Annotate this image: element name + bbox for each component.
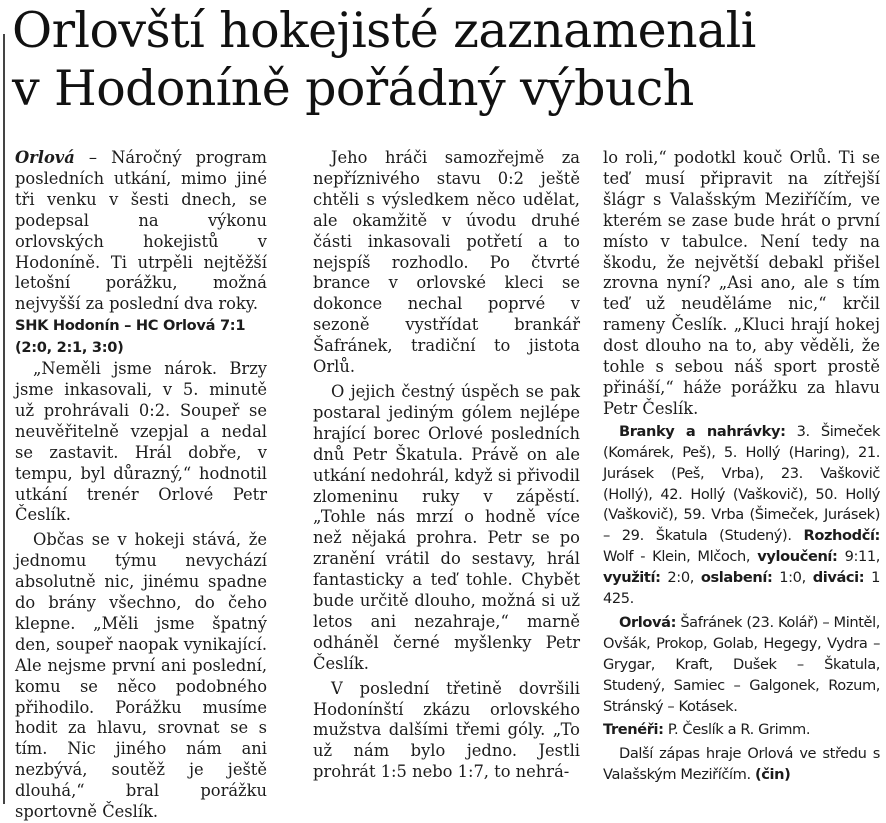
penalties-label: vyloučení:: [757, 548, 838, 566]
coaches: [603, 720, 880, 741]
period-scores: (2:0, 2:1, 3:0): [15, 339, 124, 357]
article-column-1: [15, 148, 267, 823]
lineup: [603, 613, 880, 718]
penalties-text: 9:11,: [837, 548, 880, 566]
headline-line-1: Orlovští hokejisté zaznamenali: [12, 2, 756, 59]
article-column-2: [313, 148, 580, 783]
lineup-text: Šafránek (23. Kolář) – Mintěl, Ovšák, Prokop, Golab, Hegegy, Vydra – Grygar, Kraft, Dušek – Škatula, Studený, Samiec – Galgonek, Rozum, Stránský – Kotásek.: [603, 613, 880, 715]
powerplay-label: využití:: [603, 569, 661, 587]
article-column-3: [603, 148, 880, 786]
lead-text: – Náročný program posledních utkání, mimo jiné tři venku v šesti dnech, se podepsal na výkonu orlovských hokejistů v Hodoníně. Ti utrpěli nejtěžší letošní porážku, možná nejvyšší za poslední dva roky.: [15, 148, 267, 314]
author-tag: (čin): [754, 766, 791, 784]
powerplay-text: 2:0,: [660, 569, 701, 587]
attendance-text: 1 425.: [603, 569, 880, 608]
coaches-label: Trenéři:: [603, 721, 664, 739]
referees-text: Wolf - Klein, Mlčoch,: [603, 548, 758, 566]
paragraph: lo roli,“ podotkl kouč Orlů. Ti se teď musí připravit na zítřejší šlágr s Valašským Meziříčím, ve kterém se zase bude hrát o první místo v tabulce. Není tedy na škodu, že největší debakl přišel zrovna nyní? „Asi ano, ale s tím teď už neuděláme nic,“ krčil rameny Česlík. „Kluci hrají hokej dost dlouho na to, aby věděli, že tohle s sebou náš sport prostě přináší,“ háže porážku za hlavu Petr Česlík.: [603, 148, 880, 418]
next-match-note: [603, 744, 880, 786]
shorthanded-label: oslabení:: [700, 569, 773, 587]
headline-line-2: v Hodoníně pořádný výbuch: [12, 60, 694, 117]
attendance-label: diváci:: [812, 569, 865, 587]
shorthanded-text: 1:0,: [772, 569, 813, 587]
next-match-text: Další zápas hraje Orlová ve středu s Valašským Meziříčím.: [603, 745, 880, 784]
dateline-place: Orlová: [15, 148, 75, 167]
coaches-text: P. Česlík a R. Grimm.: [663, 721, 811, 739]
paragraph: Jeho hráči samozřejmě za nepříznivého stavu 0:2 ještě chtěli s výsledkem něco udělat, ale okamžitě v úvodu druhé části inkasovali potřetí a to nejspíš rozhodlo. Po čtvrté brance v orlovské kleci se dokonce nechal poprvé v sezoně vystřídat brankář Šafránek, tradiční to jistota Orlů.: [313, 148, 580, 377]
paragraph: O jejich čestný úspěch se pak postaral jediným gólem nejlépe hrající borec Orlové posledních dnů Petr Škatula. Právě on ale utkání nedohrál, když si přivodil zlomeninu ruky v zápěstí. „Tohle nás mrzí o hodně více než nějaká prohra. Petr se po zranění vrátil do sestavy, hrál fantasticky a teď tohle. Chybět bude určitě dlouho, možná si už letos ani nezahraje,“ marně odháněl černé myšlenky Petr Česlík.: [313, 381, 580, 673]
paragraph: „Neměli jsme nárok. Brzy jsme inkasovali, v 5. minutě už prohrávali 0:2. Soupeř se neuvěřitelně vzepjal a nedal se zastavit. Hrál dobře, v tempu, byl důrazný,“ hodnotil utkání trenér Orlové Petr Česlík.: [15, 359, 267, 525]
goals-text: 3. Šimeček (Komárek, Peš), 5. Hollý (Haring), 21. Jurásek (Peš, Vrba), 23. Vaškovič (Hollý), 42. Hollý (Vaškovič), 50. Hollý (Vaškovič), 59. Vrba (Šimeček, Jurásek) – 29. Škatula (Studený).: [603, 422, 880, 545]
paragraph: Občas se v hokeji stává, že jednomu týmu nevychází absolutně nic, jinému spadne do brány všechno, do čeho klepne. „Měli jsme špatný den, soupeř naopak vynikající. Ale nejsme první ani poslední, komu se něco podobného přihodilo. Porážku musíme hodit za hlavu, srovnat se s tím. Nic jiného nám ani nezbývá, soutěž je ještě dlouhá,“ bral porážku sportovně Česlík.: [15, 530, 267, 822]
lead-paragraph: [15, 148, 267, 315]
lineup-label: Orlová:: [619, 613, 677, 631]
headline: [12, 2, 882, 118]
goals-label: Branky a nahrávky:: [619, 422, 786, 440]
paragraph: V poslední třetině dovršili Hodonínští zkázu orlovského mužstva dalšími třemi góly. „To už nám bylo jedno. Jestli prohrát 1:5 nebo 1:7, to nehrá-: [313, 678, 580, 782]
column-rule: [3, 34, 5, 804]
referees-label: Rozhodčí:: [803, 527, 880, 545]
score-line: SHK Hodonín – HC Orlová 7:1: [15, 317, 246, 335]
match-stats: [603, 422, 880, 610]
